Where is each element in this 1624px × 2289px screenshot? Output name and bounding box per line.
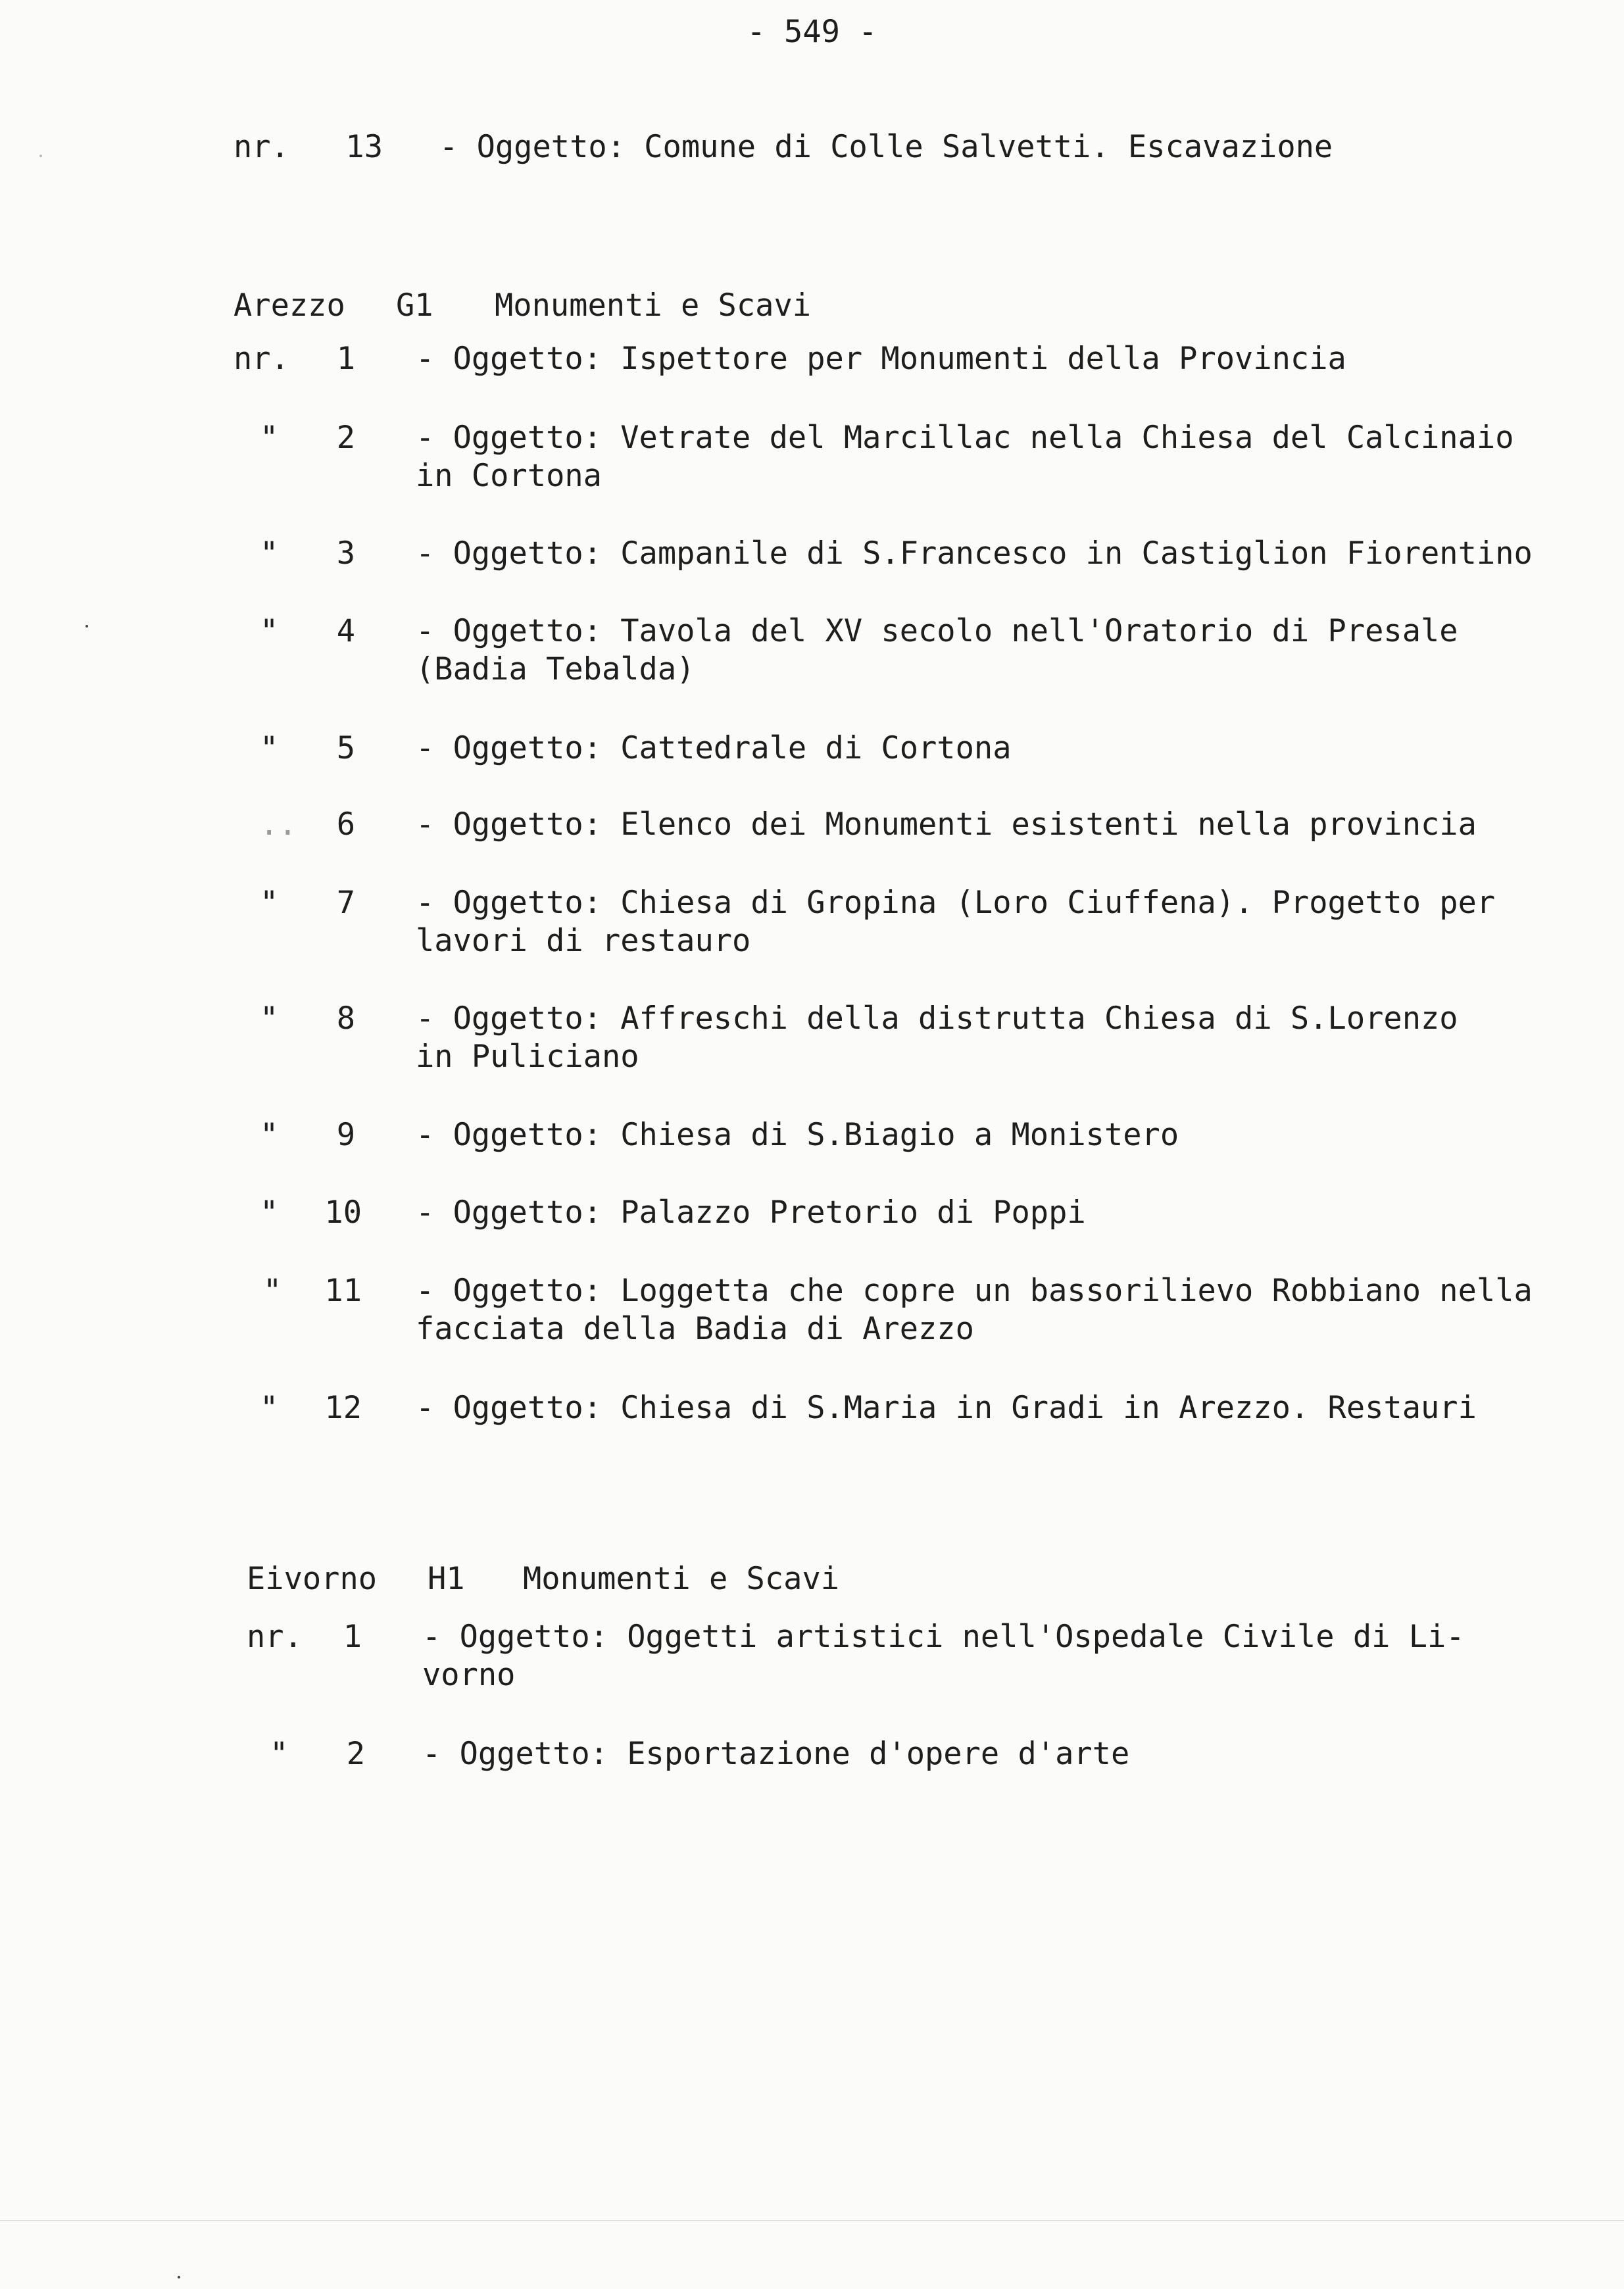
entry-prefix: " [260, 1390, 279, 1426]
entry-row [0, 1272, 1624, 1347]
entry-prefix: .. [260, 806, 297, 843]
entry-prefix: " [260, 1117, 279, 1153]
entry-number: 2 [336, 420, 355, 456]
heading-code: G1 [396, 287, 433, 324]
section-arezzo [0, 287, 1624, 325]
entry-row [0, 419, 1624, 494]
entry-row [0, 1000, 1624, 1075]
entry-livorno-1 [0, 1618, 1624, 1693]
entry-number: 1 [336, 341, 355, 377]
entry-arezzo-6 [0, 806, 1624, 844]
entry-text: - Oggetto: Elenco dei Monumenti esistenti nella provincia [416, 806, 1477, 843]
entry-text: - Oggetto: Chiesa di S.Biagio a Monistero [416, 1117, 1179, 1153]
entry-prefix: " [260, 613, 279, 649]
scan-speck [86, 625, 88, 628]
entry-text-continuation: (Badia Tebalda) [416, 651, 695, 687]
entry-row [0, 535, 1624, 573]
entry-text-continuation: in Cortona [416, 458, 602, 494]
top-entry [0, 128, 1624, 166]
entry-text-continuation: vorno [422, 1657, 516, 1693]
scan-speck [178, 2276, 180, 2278]
entry-arezzo-1 [0, 340, 1624, 378]
entry-row [0, 1389, 1624, 1427]
entry-row [0, 1194, 1624, 1232]
entry-arezzo-3 [0, 535, 1624, 573]
entry-text-continuation: in Puliciano [416, 1039, 639, 1075]
heading-place: Eivorno [247, 1561, 378, 1597]
entry-number: 4 [336, 613, 355, 649]
entry-number: 12 [324, 1390, 362, 1426]
heading-title: Monumenti e Scavi [495, 287, 812, 324]
entry-prefix: nr. [247, 1619, 303, 1655]
entry-number: 9 [336, 1117, 355, 1153]
entry-number: 3 [336, 535, 355, 572]
heading-place: Arezzo [234, 287, 345, 324]
entry-text: - Oggetto: Comune di Colle Salvetti. Escavazione [439, 129, 1333, 165]
entry-prefix: nr. [234, 129, 289, 165]
entry-row [0, 1116, 1624, 1154]
entry-row [0, 729, 1624, 768]
entry-prefix: " [260, 885, 279, 921]
section-heading [0, 287, 1624, 325]
entry-arezzo-5 [0, 729, 1624, 768]
entry-livorno-2 [0, 1735, 1624, 1773]
scan-speck [39, 155, 42, 157]
section-heading [0, 1560, 1624, 1598]
entry-text: - Oggetto: Affreschi della distrutta Chiesa di S.Lorenzo [416, 1000, 1458, 1037]
entry-text: - Oggetto: Ispettore per Monumenti della Provincia [416, 341, 1346, 377]
entry-number: 6 [336, 806, 355, 843]
entry-text-continuation: facciata della Badia di Arezzo [416, 1311, 974, 1347]
entry-arezzo-10 [0, 1194, 1624, 1232]
entry-arezzo-7 [0, 884, 1624, 959]
entry-row [0, 806, 1624, 844]
entry-text: - Oggetto: Vetrate del Marcillac nella Chiesa del Calcinaio [416, 420, 1514, 456]
entry-number: 1 [343, 1619, 362, 1655]
entry-prefix: " [260, 535, 279, 572]
entry-text: - Oggetto: Tavola del XV secolo nell'Oratorio di Presale [416, 613, 1458, 649]
entry-arezzo-2 [0, 419, 1624, 494]
entry-text-continuation: lavori di restauro [416, 923, 751, 959]
heading-code: H1 [428, 1561, 465, 1597]
entry-prefix: " [260, 420, 279, 456]
scan-edge [0, 2220, 1624, 2221]
page-number: - 549 - [747, 14, 877, 50]
entry-prefix: " [270, 1736, 289, 1772]
entry-arezzo-9 [0, 1116, 1624, 1154]
heading-title: Monumenti e Scavi [523, 1561, 840, 1597]
entry-arezzo-4 [0, 612, 1624, 687]
section-livorno [0, 1560, 1624, 1598]
entry-row [0, 340, 1624, 378]
entry-text: - Oggetto: Chiesa di S.Maria in Gradi in Arezzo. Restauri [416, 1390, 1477, 1426]
entry-row [0, 1618, 1624, 1693]
entry-row [0, 1735, 1624, 1773]
entry-text: - Oggetto: Campanile di S.Francesco in Castiglion Fiorentino [416, 535, 1533, 572]
entry-text: - Oggetto: Cattedrale di Cortona [416, 730, 1012, 766]
entry-arezzo-11 [0, 1272, 1624, 1347]
entry-number: 7 [336, 885, 355, 921]
entry-number: 2 [346, 1736, 365, 1772]
entry-prefix: nr. [234, 341, 289, 377]
entry-row [0, 884, 1624, 959]
entry-row [0, 612, 1624, 687]
entry-prefix: " [260, 1000, 279, 1037]
entry-arezzo-8 [0, 1000, 1624, 1075]
entry-text: - Oggetto: Esportazione d'opere d'arte [422, 1736, 1130, 1772]
entry-row [0, 128, 1624, 166]
entry-prefix: " [260, 1194, 279, 1231]
entry-prefix: " [260, 730, 279, 766]
entry-number: 10 [324, 1194, 362, 1231]
entry-arezzo-12 [0, 1389, 1624, 1427]
entry-number: 8 [336, 1000, 355, 1037]
entry-prefix: " [263, 1273, 282, 1309]
entry-number: 5 [336, 730, 355, 766]
entry-text: - Oggetto: Chiesa di Gropina (Loro Ciuffena). Progetto per [416, 885, 1496, 921]
entry-number: 13 [345, 129, 383, 165]
entry-text: - Oggetto: Loggetta che copre un bassorilievo Robbiano nella [416, 1273, 1533, 1309]
entry-text: - Oggetto: Palazzo Pretorio di Poppi [416, 1194, 1086, 1231]
entry-number: 11 [324, 1273, 362, 1309]
entry-text: - Oggetto: Oggetti artistici nell'Ospedale Civile di Li- [422, 1619, 1465, 1655]
